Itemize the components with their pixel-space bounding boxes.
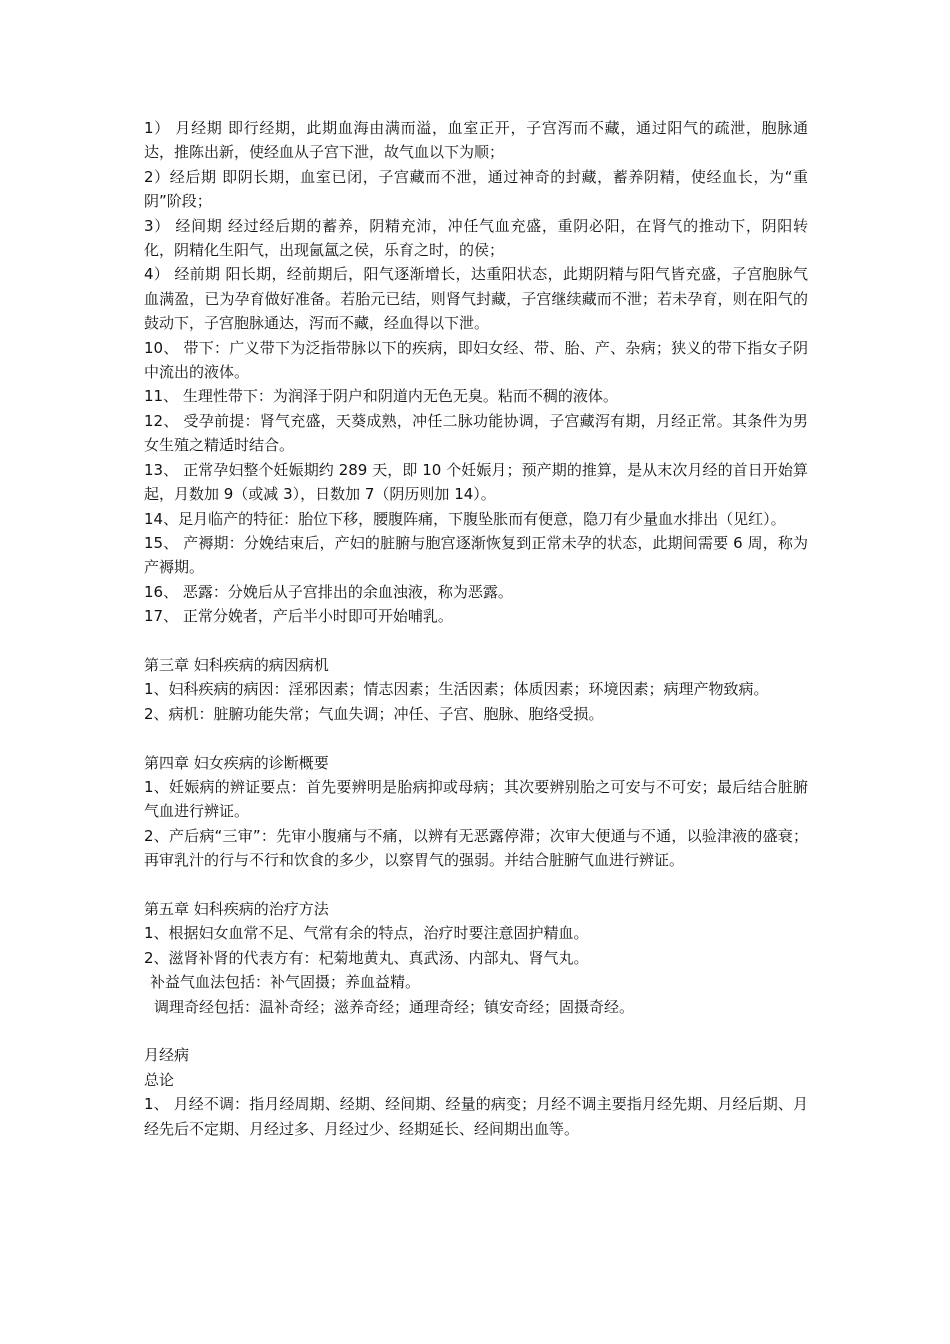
paragraph: 14、足月临产的特征：胎位下移，腰腹阵痛，下腹坠胀而有便意，隐刀有少量血水排出（见红）。 bbox=[144, 509, 786, 528]
blank-line bbox=[144, 1019, 808, 1043]
section-heading: 月经病 bbox=[144, 1046, 190, 1065]
paragraph: 2、滋肾补肾的代表方有：杞菊地黄丸、真武汤、内部丸、肾气丸。 bbox=[144, 948, 589, 967]
paragraph-indented: 补益气血法包括：补气固摄；养血益精。 bbox=[150, 973, 421, 992]
chapter-heading: 第五章 妇科疾病的治疗方法 bbox=[144, 899, 329, 918]
document-page bbox=[144, 116, 808, 1141]
paragraph: 1、妊娠病的辨证要点：首先要辨明是胎病抑或母病；其次要辨别胎之可安与不可安；最后结合脏腑气血进行辨证。 bbox=[144, 777, 808, 821]
blank-line bbox=[144, 629, 808, 653]
paragraph: 10、 带下：广义带下为泛指带脉以下的疾病，即妇女经、带、胎、产、杂病；狭义的带下指女子阴中流出的液体。 bbox=[144, 338, 808, 382]
paragraph: 16、 恶露：分娩后从子宫排出的余血浊液，称为恶露。 bbox=[144, 582, 513, 601]
blank-line bbox=[144, 726, 808, 750]
paragraph: 1、 月经不调：指月经周期、经期、经间期、经量的病变；月经不调主要指月经先期、月经后期、月经先后不定期、月经过多、月经过少、经期延长、经间期出血等。 bbox=[144, 1095, 808, 1138]
chapter-heading: 第三章 妇科疾病的病因病机 bbox=[144, 655, 329, 674]
paragraph: 2、病机：脏腑功能失常；气血失调；冲任、子宫、胞脉、胞络受损。 bbox=[144, 704, 604, 723]
paragraph-indented: 调理奇经包括：温补奇经；滋养奇经；通理奇经；镇安奇经；固摄奇经。 bbox=[154, 997, 635, 1016]
paragraph: 1） 月经期 即行经期，此期血海由满而溢，血室正开，子宫泻而不藏，通过阳气的疏泄，胞脉通达，推陈出新，使经血从子宫下泄，故气血以下为顺； bbox=[144, 119, 808, 162]
paragraph: 3） 经间期 经过经后期的蓄养，阴精充沛，冲任气血充盛，重阴必阳，在肾气的推动下，阴阳转化，阴精化生阳气，出现氤氲之侯，乐育之时，的侯； bbox=[144, 216, 808, 260]
paragraph: 1、根据妇女血常不足、气常有余的特点，治疗时要注意固护精血。 bbox=[144, 924, 589, 943]
paragraph: 1、妇科疾病的病因：淫邪因素；情志因素；生活因素；体质因素；环境因素；病理产物致病。 bbox=[144, 680, 769, 699]
paragraph: 12、 受孕前提：肾气充盛，天葵成熟，冲任二脉功能协调，子宫藏泻有期，月经正常。其条件为男女生殖之精适时结合。 bbox=[144, 411, 808, 455]
paragraph: 2、产后病“三审”：先审小腹痛与不痛，以辨有无恶露停滞；次审大便通与不通，以验津液的盛衰；再审乳汁的行与不行和饮食的多少，以察胃气的强弱。并结合脏腑气血进行辨证。 bbox=[144, 826, 808, 870]
section-subheading: 总论 bbox=[144, 1070, 175, 1089]
paragraph: 17、 正常分娩者，产后半小时即可开始哺乳。 bbox=[144, 607, 453, 626]
paragraph: 2）经后期 即阴长期，血室已闭，子宫藏而不泄，通过神奇的封藏，蓄养阴精，使经血长，为“重阴”阶段； bbox=[144, 167, 808, 211]
paragraph: 15、 产褥期：分娩结束后，产妇的脏腑与胞宫逐渐恢复到正常未孕的状态，此期间需要 6 周，称为产褥期。 bbox=[144, 533, 808, 577]
paragraph: 13、 正常孕妇整个妊娠期约 289 天，即 10 个妊娠月；预产期的推算，是从末次月经的首日开始算起，月数加 9（或减 3），日数加 7（阴历则加 14）。 bbox=[144, 460, 808, 504]
paragraph: 11、 生理性带下：为润泽于阴户和阴道内无色无臭。粘而不稠的液体。 bbox=[144, 387, 618, 406]
paragraph: 4） 经前期 阳长期，经前期后，阳气逐渐增长，达重阳状态，此期阴精与阳气皆充盛，子宫胞脉气血满盈，已为孕育做好准备。若胎元已结，则肾气封藏，子宫继续藏而不泄；若未孕育，则在阳气的鼓动下，子宫胞脉通达，泻而不藏，经血得以下泄。 bbox=[144, 265, 808, 333]
chapter-heading: 第四章 妇女疾病的诊断概要 bbox=[144, 753, 329, 772]
blank-line bbox=[144, 873, 808, 897]
